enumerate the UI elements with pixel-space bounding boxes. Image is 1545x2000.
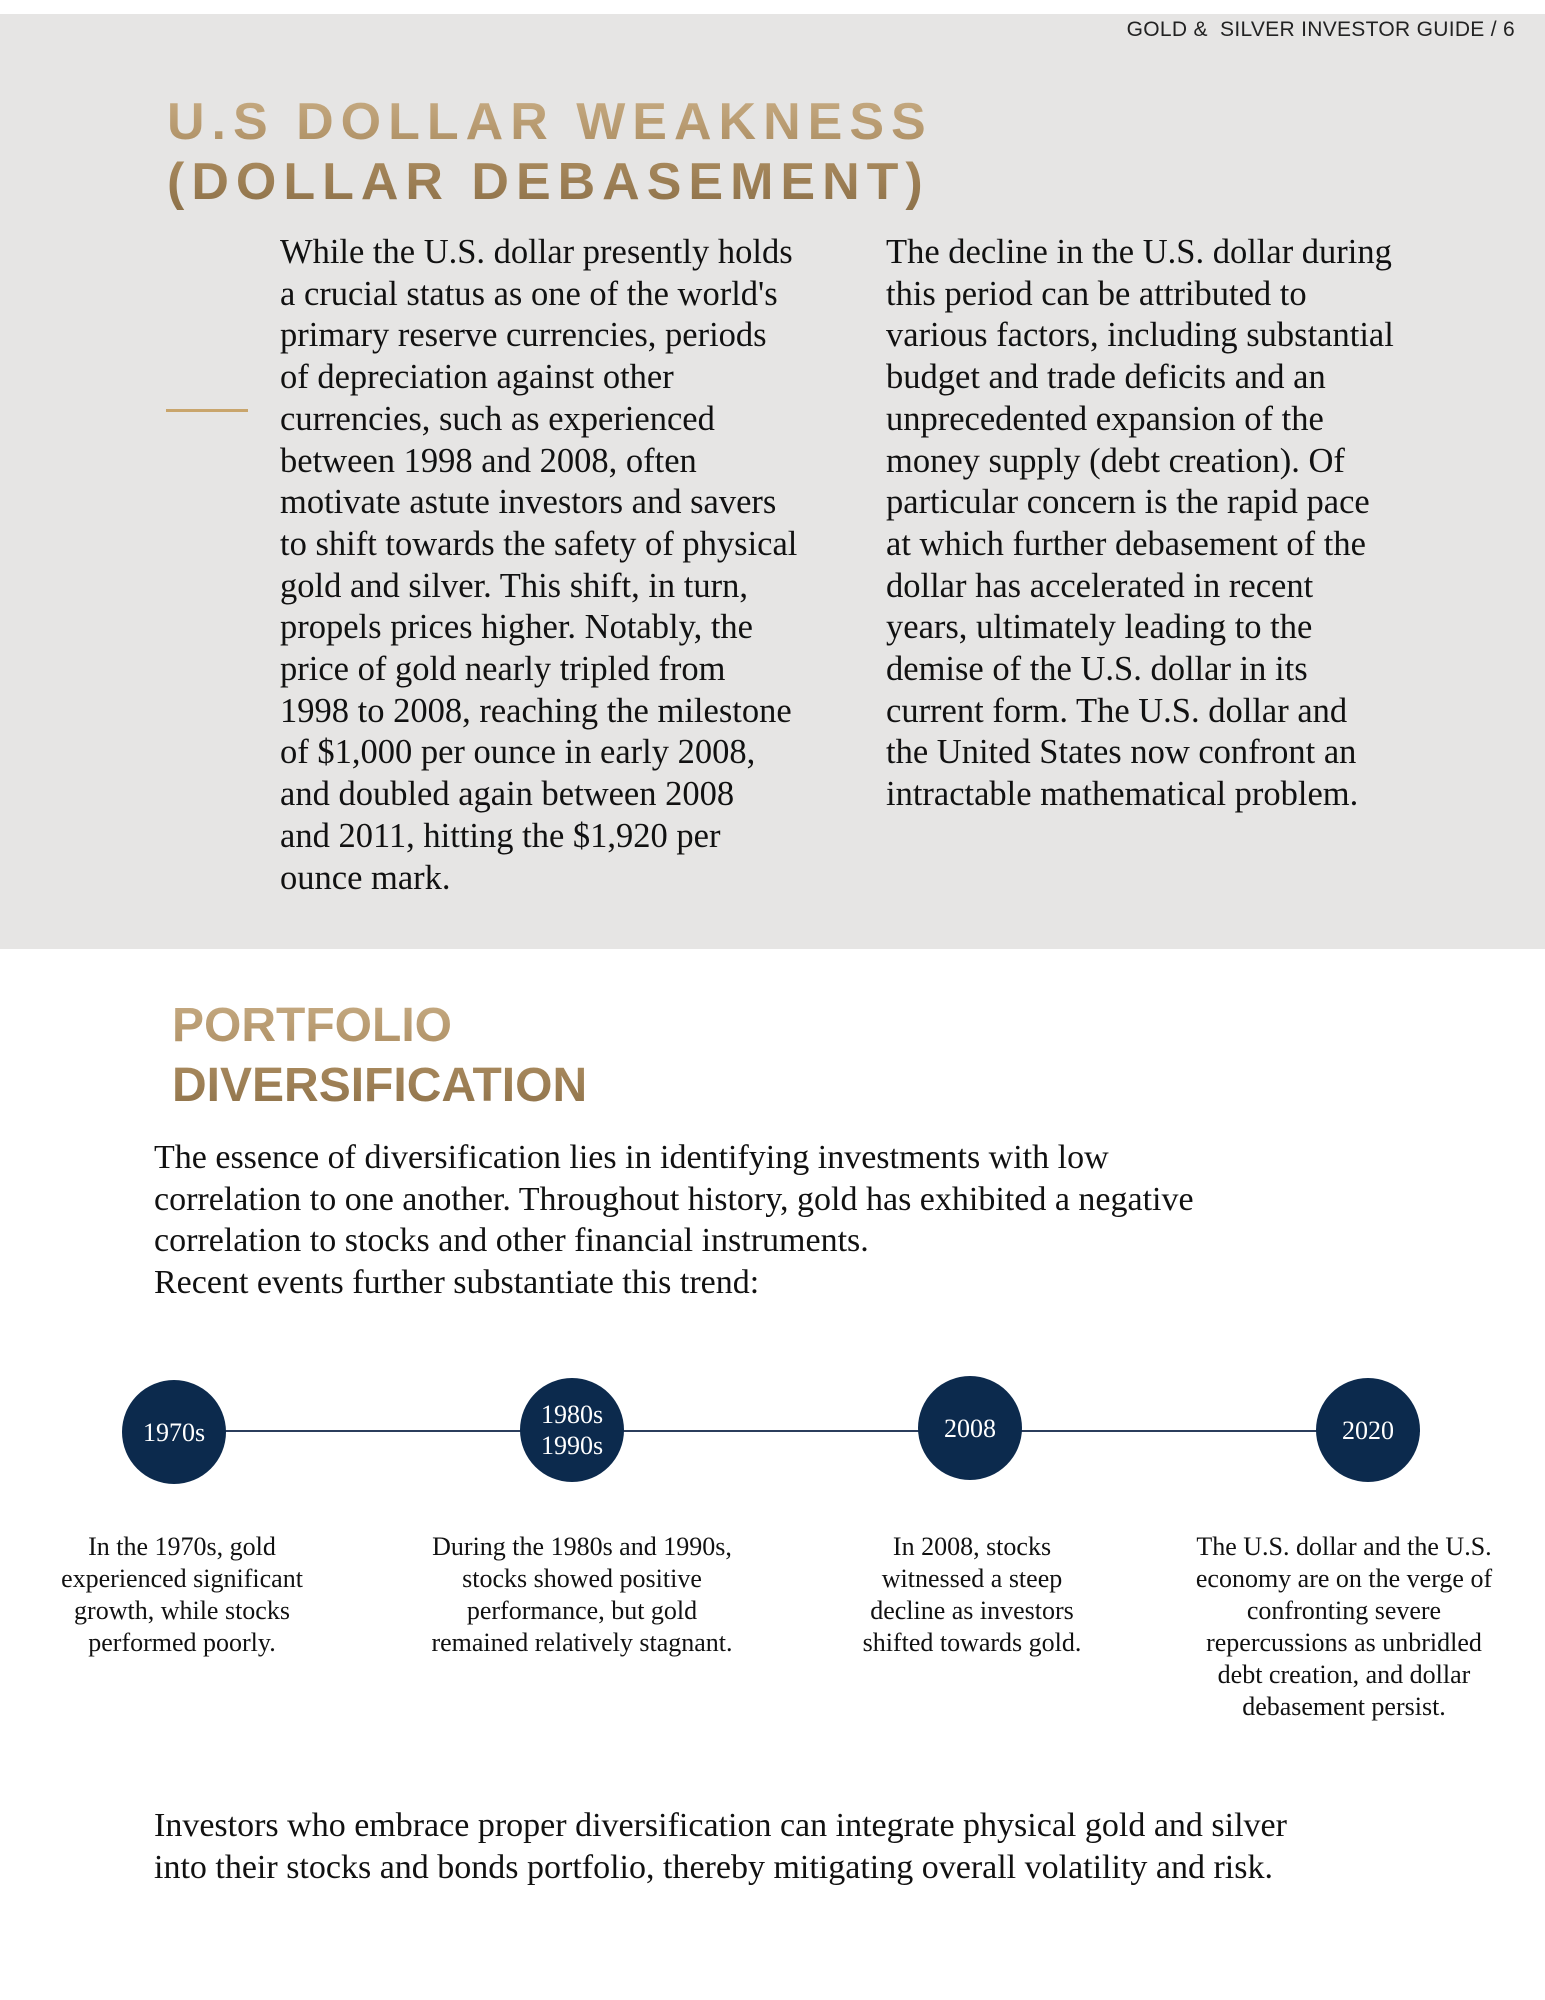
paragraph-line: and doubled again between 2008	[280, 775, 735, 814]
timeline-description-1970s	[0, 1531, 372, 1659]
paragraph-line: at which further debasement of the	[886, 524, 1366, 563]
paragraph-line: dollar has accelerated in recent	[886, 566, 1314, 605]
portfolio-intro	[154, 1137, 1194, 1303]
paragraph-line: While the U.S. dollar presently holds	[280, 233, 793, 271]
paragraph-line: motivate astute investors and savers	[280, 483, 777, 522]
milestone-label: 1980s	[540, 1400, 604, 1429]
paragraph-line: ounce mark.	[280, 858, 451, 897]
paragraph-line: primary reserve currencies, periods	[280, 316, 767, 355]
paragraph-line: of $1,000 per ounce in early 2008,	[280, 733, 756, 772]
intro-line: Recent events further substantiate this trend:	[154, 1263, 760, 1301]
timeline-description-1980s-1990s	[392, 1531, 772, 1659]
paragraph-line: this period can be attributed to	[886, 274, 1307, 313]
paragraph-line: intractable mathematical problem.	[886, 775, 1359, 814]
paragraph-line: various factors, including substantial	[886, 316, 1394, 355]
milestone-label: 2020	[1342, 1415, 1394, 1445]
intro-line: correlation to one another. Throughout history, gold has exhibited a negative	[154, 1180, 1194, 1218]
description-line: debt creation, and dollar	[1217, 1660, 1471, 1689]
paragraph-line: to shift towards the safety of physical	[280, 524, 798, 563]
paragraph-line: a crucial status as one of the world's	[280, 274, 778, 313]
timeline-description-2008	[782, 1531, 1162, 1659]
intro-line: The essence of diversification lies in identifying investments with low	[154, 1139, 1109, 1176]
timeline-milestone-2020	[1316, 1378, 1420, 1482]
paragraph-line: current form. The U.S. dollar and	[886, 691, 1348, 730]
description-line: performance, but gold	[466, 1596, 698, 1625]
paragraph-line: money supply (debt creation). Of	[886, 441, 1345, 480]
conclusion-line: into their stocks and bonds portfolio, thereby mitigating overall volatility and risk.	[154, 1848, 1273, 1886]
timeline-connector	[173, 1430, 1420, 1432]
paragraph-line: years, ultimately leading to the	[886, 608, 1313, 647]
description-line: shifted towards gold.	[862, 1628, 1082, 1657]
description-line: The U.S. dollar and the U.S.	[1196, 1532, 1492, 1561]
paragraph-line: The decline in the U.S. dollar during	[886, 233, 1392, 271]
timeline-milestone-1970s	[122, 1380, 226, 1484]
paragraph-line: demise of the U.S. dollar in its	[886, 650, 1308, 689]
intro-line: correlation to stocks and other financial instruments.	[154, 1222, 869, 1259]
paragraph-line: price of gold nearly tripled from	[280, 650, 726, 689]
milestone-label: 1990s	[540, 1431, 604, 1460]
conclusion-line: Investors who embrace proper diversification can integrate physical gold and silver	[154, 1807, 1287, 1844]
paragraph-line: propels prices higher. Notably, the	[280, 608, 753, 647]
paragraph-line: the United States now confront an	[886, 733, 1357, 772]
portfolio-conclusion	[154, 1805, 1287, 1888]
description-line: repercussions as unbridled	[1206, 1628, 1482, 1657]
portfolio-section-title	[172, 996, 587, 1116]
description-line: witnessed a steep	[881, 1564, 1063, 1593]
paragraph-line: budget and trade deficits and an	[886, 358, 1326, 397]
description-line: remained relatively stagnant.	[431, 1628, 733, 1657]
description-line: decline as investors	[870, 1596, 1074, 1625]
paragraph-line: particular concern is the rapid pace	[886, 483, 1370, 522]
description-line: performed poorly.	[88, 1628, 276, 1657]
paragraph-line: of depreciation against other	[280, 358, 674, 397]
dollar-left-column	[280, 232, 850, 899]
description-line: stocks showed positive	[462, 1564, 702, 1593]
paragraph-line: between 1998 and 2008, often	[280, 441, 697, 480]
timeline-description-2020	[1154, 1531, 1534, 1723]
description-line: In the 1970s, gold	[88, 1532, 276, 1561]
description-line: experienced significant	[61, 1564, 303, 1593]
dollar-title-line-2: (DOLLAR DEBASEMENT)	[167, 153, 930, 211]
milestone-label: 1970s	[142, 1417, 206, 1447]
paragraph-line: currencies, such as experienced	[280, 399, 715, 438]
description-line: In 2008, stocks	[892, 1532, 1052, 1561]
description-line: confronting severe	[1246, 1596, 1442, 1625]
description-line: During the 1980s and 1990s,	[432, 1532, 732, 1561]
paragraph-line: 1998 to 2008, reaching the milestone	[280, 691, 792, 730]
description-line: growth, while stocks	[74, 1596, 290, 1625]
dollar-right-column	[886, 232, 1486, 816]
paragraph-line: and 2011, hitting the $1,920 per	[280, 816, 721, 855]
portfolio-title-line-2: DIVERSIFICATION	[172, 1059, 588, 1112]
dollar-section-title	[167, 92, 933, 212]
portfolio-title-line-1: PORTFOLIO	[172, 999, 452, 1052]
paragraph-line: gold and silver. This shift, in turn,	[280, 566, 748, 605]
description-line: debasement persist.	[1242, 1692, 1446, 1721]
page-header: GOLD & SILVER INVESTOR GUIDE / 6	[1126, 18, 1515, 41]
milestone-label: 2008	[944, 1413, 996, 1443]
paragraph-line: unprecedented expansion of the	[886, 399, 1324, 438]
description-line: economy are on the verge of	[1195, 1564, 1493, 1593]
gold-accent-divider	[166, 409, 248, 412]
timeline-milestone-2008	[918, 1376, 1022, 1480]
timeline-milestone-1980s-1990s	[520, 1378, 624, 1482]
dollar-title-line-1: U.S DOLLAR WEAKNESS	[167, 93, 933, 151]
